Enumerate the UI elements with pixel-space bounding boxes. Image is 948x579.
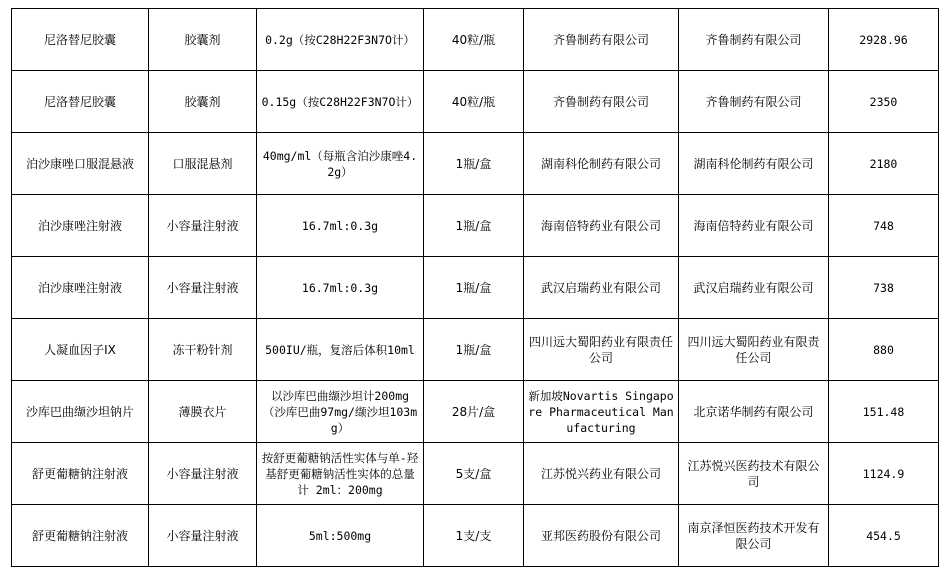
- dosage-form-cell: 小容量注射液: [149, 195, 257, 257]
- price-cell: 454.5: [829, 505, 939, 567]
- specification-cell: 按舒更葡糖钠活性实体与单-羟基舒更葡糖钠活性实体的总量计 2ml：200mg: [257, 443, 424, 505]
- dosage-form-cell: 胶囊剂: [149, 9, 257, 71]
- applicant-cell: 海南倍特药业有限公司: [524, 195, 679, 257]
- drug-name-cell: 舒更葡糖钠注射液: [12, 443, 149, 505]
- package-cell: 1瓶/盒: [424, 133, 524, 195]
- price-cell: 748: [829, 195, 939, 257]
- manufacturer-cell: 北京诺华制药有限公司: [679, 381, 829, 443]
- applicant-cell: 武汉启瑞药业有限公司: [524, 257, 679, 319]
- dosage-form-cell: 小容量注射液: [149, 505, 257, 567]
- package-cell: 40粒/瓶: [424, 71, 524, 133]
- dosage-form-cell: 薄膜衣片: [149, 381, 257, 443]
- package-cell: 40粒/瓶: [424, 9, 524, 71]
- table-row: [12, 195, 939, 257]
- applicant-cell: [524, 381, 679, 443]
- specification-cell: 40mg/ml（每瓶含泊沙康唑4.2g）: [257, 133, 424, 195]
- price-cell: 2928.96: [829, 9, 939, 71]
- drug-name-cell: 泊沙康唑口服混悬液: [12, 133, 149, 195]
- applicant-cell: 江苏悦兴药业有限公司: [524, 443, 679, 505]
- table-row: [12, 133, 939, 195]
- package-cell: 1瓶/盒: [424, 257, 524, 319]
- manufacturer-cell: 武汉启瑞药业有限公司: [679, 257, 829, 319]
- specification-cell: 16.7ml:0.3g: [257, 257, 424, 319]
- specification-cell: 0.2g（按C28H22F3N7O计）: [257, 9, 424, 71]
- drug-name-cell: 尼洛替尼胶囊: [12, 9, 149, 71]
- manufacturer-cell: 南京泽恒医药技术开发有限公司: [679, 505, 829, 567]
- applicant-cell: 亚邦医药股份有限公司: [524, 505, 679, 567]
- price-cell: 2350: [829, 71, 939, 133]
- price-cell: 880: [829, 319, 939, 381]
- dosage-form-cell: 胶囊剂: [149, 71, 257, 133]
- package-cell: 1支/支: [424, 505, 524, 567]
- drug-name-cell: 沙库巴曲缬沙坦钠片: [12, 381, 149, 443]
- table-row: [12, 443, 939, 505]
- manufacturer-cell: 齐鲁制药有限公司: [679, 71, 829, 133]
- applicant-cell: 齐鲁制药有限公司: [524, 9, 679, 71]
- price-cell: 738: [829, 257, 939, 319]
- table-row: [12, 71, 939, 133]
- package-cell: 1瓶/盒: [424, 195, 524, 257]
- package-cell: 5支/盒: [424, 443, 524, 505]
- price-cell: 2180: [829, 133, 939, 195]
- applicant-cell: 四川远大蜀阳药业有限责任公司: [524, 319, 679, 381]
- drug-price-table: [11, 8, 939, 567]
- dosage-form-cell: 口服混悬剂: [149, 133, 257, 195]
- table-row: [12, 257, 939, 319]
- price-cell: 151.48: [829, 381, 939, 443]
- applicant-cell: 齐鲁制药有限公司: [524, 71, 679, 133]
- table-row: [12, 319, 939, 381]
- specification-cell: 16.7ml:0.3g: [257, 195, 424, 257]
- table-row: [12, 381, 939, 443]
- manufacturer-cell: 齐鲁制药有限公司: [679, 9, 829, 71]
- table-row: [12, 505, 939, 567]
- dosage-form-cell: 小容量注射液: [149, 257, 257, 319]
- manufacturer-cell: 海南倍特药业有限公司: [679, 195, 829, 257]
- manufacturer-cell: 江苏悦兴医药技术有限公司: [679, 443, 829, 505]
- manufacturer-cell: 湖南科伦制药有限公司: [679, 133, 829, 195]
- specification-cell: 0.15g（按C28H22F3N7O计）: [257, 71, 424, 133]
- applicant-cell: 湖南科伦制药有限公司: [524, 133, 679, 195]
- table-row: [12, 9, 939, 71]
- drug-name-cell: 尼洛替尼胶囊: [12, 71, 149, 133]
- package-cell: 1瓶/盒: [424, 319, 524, 381]
- dosage-form-cell: 小容量注射液: [149, 443, 257, 505]
- specification-cell: 5ml:500mg: [257, 505, 424, 567]
- specification-cell: 500IU/瓶，复溶后体积10ml: [257, 319, 424, 381]
- price-cell: 1124.9: [829, 443, 939, 505]
- drug-name-cell: 人凝血因子IX: [12, 319, 149, 381]
- drug-name-cell: 泊沙康唑注射液: [12, 257, 149, 319]
- manufacturer-cell: 四川远大蜀阳药业有限责任公司: [679, 319, 829, 381]
- dosage-form-cell: 冻干粉针剂: [149, 319, 257, 381]
- drug-name-cell: 舒更葡糖钠注射液: [12, 505, 149, 567]
- applicant-text: 新加坡Novartis Singapore Pharmaceutical Manufacturing: [528, 388, 674, 435]
- package-cell: 28片/盒: [424, 381, 524, 443]
- drug-name-cell: 泊沙康唑注射液: [12, 195, 149, 257]
- specification-cell: 以沙库巴曲缬沙坦计200mg（沙库巴曲97mg/缬沙坦103mg）: [257, 381, 424, 443]
